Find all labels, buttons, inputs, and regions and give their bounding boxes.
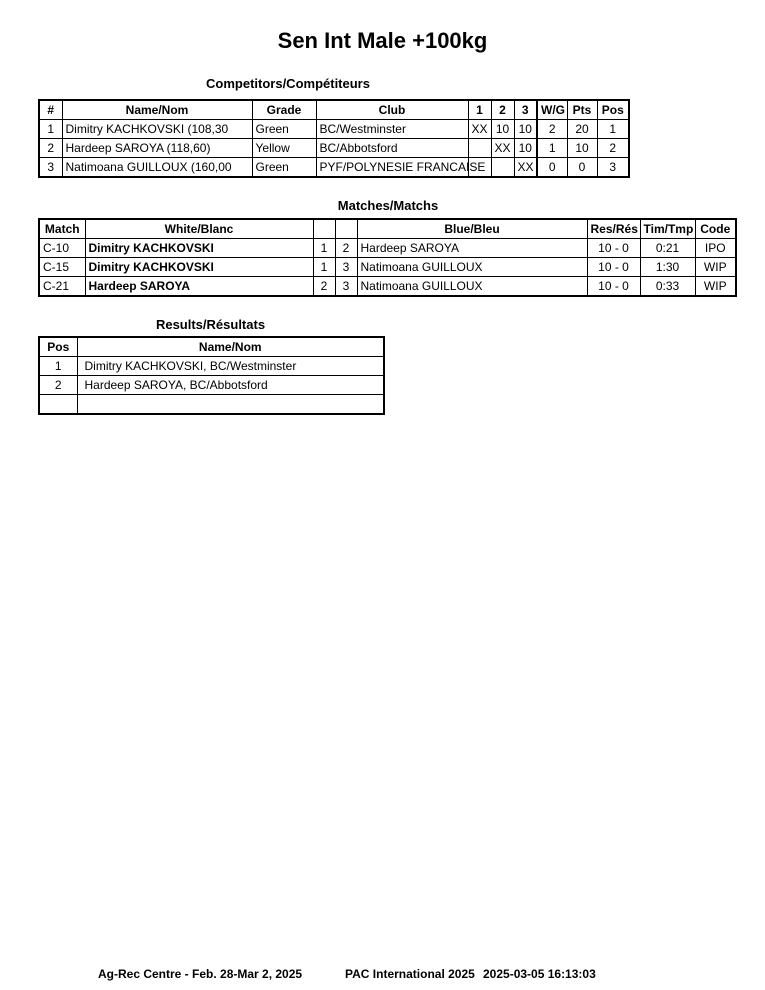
results-header-row [39, 337, 384, 357]
competitor-grade: Green [252, 120, 316, 139]
results-heading: Results/Résultats [155, 317, 266, 332]
round-2 [491, 158, 514, 178]
table-row [39, 139, 629, 158]
col-num: # [39, 100, 62, 120]
result-name [77, 395, 384, 415]
points: 20 [567, 120, 597, 139]
white-number: 1 [313, 258, 335, 277]
col-club: Club [316, 100, 468, 120]
competitor-name: Natimoana GUILLOUX (160,00 [62, 158, 252, 178]
white-number: 2 [313, 277, 335, 297]
results-table [38, 336, 385, 415]
match-code: WIP [695, 258, 736, 277]
match-result: 10 - 0 [587, 258, 640, 277]
result-position: 1 [39, 357, 77, 376]
col-result-pos: Pos [39, 337, 77, 357]
page-title: Sen Int Male +100kg [277, 28, 488, 53]
white-competitor: Dimitry KACHKOVSKI [85, 239, 313, 258]
table-row [39, 158, 629, 178]
competitor-num: 1 [39, 120, 62, 139]
competitor-name: Hardeep SAROYA (118,60) [62, 139, 252, 158]
competitor-num: 2 [39, 139, 62, 158]
competitor-club: BC/Westminster [316, 120, 468, 139]
white-competitor: Hardeep SAROYA [85, 277, 313, 297]
col-round-2: 2 [491, 100, 514, 120]
result-position: 2 [39, 376, 77, 395]
table-row [39, 258, 736, 277]
col-round-1: 1 [468, 100, 491, 120]
footer-venue: Ag-Rec Centre - Feb. 28-Mar 2, 2025 [98, 967, 303, 981]
col-white: White/Blanc [85, 219, 313, 239]
result-position [39, 395, 77, 415]
wins: 0 [537, 158, 567, 178]
competitor-club: BC/Abbotsford [316, 139, 468, 158]
col-name: Name/Nom [62, 100, 252, 120]
match-id: C-15 [39, 258, 85, 277]
points: 10 [567, 139, 597, 158]
table-row [39, 239, 736, 258]
result-name: Hardeep SAROYA, BC/Abbotsford [77, 376, 384, 395]
col-grade: Grade [252, 100, 316, 120]
round-2: XX [491, 139, 514, 158]
footer-event: PAC International 2025 [345, 967, 475, 981]
round-1: XX [468, 120, 491, 139]
blue-number: 3 [335, 277, 357, 297]
result-name: Dimitry KACHKOVSKI, BC/Westminster [77, 357, 384, 376]
col-blue-num [335, 219, 357, 239]
position: 2 [597, 139, 629, 158]
competitor-club: PYF/POLYNESIE FRANCAISE [316, 158, 468, 178]
col-round-3: 3 [514, 100, 537, 120]
competitors-header-row [39, 100, 629, 120]
wins: 2 [537, 120, 567, 139]
competitor-grade: Yellow [252, 139, 316, 158]
competitors-table [38, 99, 630, 178]
col-result-name: Name/Nom [77, 337, 384, 357]
blue-competitor: Natimoana GUILLOUX [357, 277, 587, 297]
white-number: 1 [313, 239, 335, 258]
table-row [39, 120, 629, 139]
col-result: Res/Rés [587, 219, 640, 239]
col-code: Code [695, 219, 736, 239]
competitor-grade: Green [252, 158, 316, 178]
match-result: 10 - 0 [587, 277, 640, 297]
match-code: IPO [695, 239, 736, 258]
table-row [39, 357, 384, 376]
round-3: 10 [514, 120, 537, 139]
footer-timestamp: 2025-03-05 16:13:03 [483, 967, 596, 981]
match-id: C-10 [39, 239, 85, 258]
col-pts: Pts [567, 100, 597, 120]
wins: 1 [537, 139, 567, 158]
position: 3 [597, 158, 629, 178]
match-time: 0:33 [640, 277, 695, 297]
table-row [39, 376, 384, 395]
position: 1 [597, 120, 629, 139]
table-row [39, 277, 736, 297]
round-3: 10 [514, 139, 537, 158]
match-result: 10 - 0 [587, 239, 640, 258]
points: 0 [567, 158, 597, 178]
blue-competitor: Hardeep SAROYA [357, 239, 587, 258]
round-2: 10 [491, 120, 514, 139]
match-time: 0:21 [640, 239, 695, 258]
match-time: 1:30 [640, 258, 695, 277]
matches-header-row [39, 219, 736, 239]
match-code: WIP [695, 277, 736, 297]
blue-number: 3 [335, 258, 357, 277]
competitor-name: Dimitry KACHKOVSKI (108,30 [62, 120, 252, 139]
blue-competitor: Natimoana GUILLOUX [357, 258, 587, 277]
round-1 [468, 139, 491, 158]
table-row [39, 395, 384, 415]
matches-heading: Matches/Matchs [337, 198, 439, 213]
col-match: Match [39, 219, 85, 239]
matches-table [38, 218, 737, 297]
blue-number: 2 [335, 239, 357, 258]
col-pos: Pos [597, 100, 629, 120]
col-time: Tim/Tmp [640, 219, 695, 239]
col-wg: W/G [537, 100, 567, 120]
competitors-heading: Competitors/Compétiteurs [206, 76, 370, 91]
match-id: C-21 [39, 277, 85, 297]
round-3: XX [514, 158, 537, 178]
col-white-num [313, 219, 335, 239]
white-competitor: Dimitry KACHKOVSKI [85, 258, 313, 277]
competitor-num: 3 [39, 158, 62, 178]
col-blue: Blue/Bleu [357, 219, 587, 239]
